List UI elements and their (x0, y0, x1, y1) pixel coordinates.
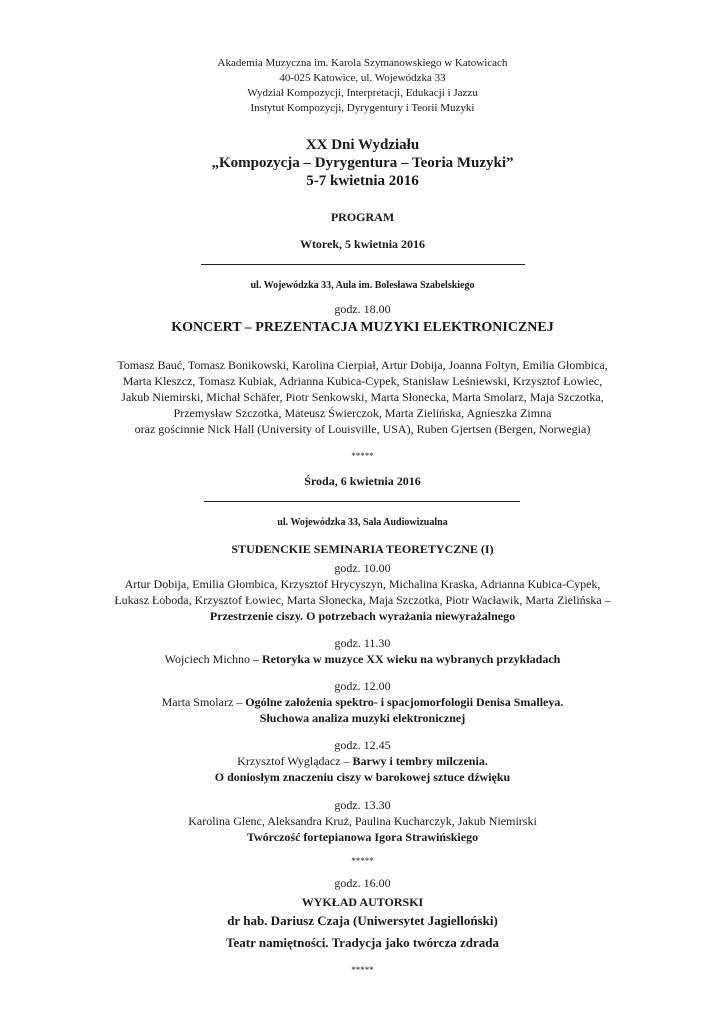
institution-line-2: 40-025 Katowice, ul. Wojewódzka 33 (279, 72, 446, 84)
performers-line-2: Marta Kleszcz, Tomasz Kubiak, Adrianna Kubica-Cypek, Stanisław Leśniewski, Krzysztof Łowiec, (122, 374, 603, 388)
seminar-4-title-2: O doniosłym znaczeniu ciszy w barokowej sztuce dźwięku (214, 770, 511, 784)
seminar-4-line (0, 754, 725, 769)
performers-line-1: Tomasz Bauć, Tomasz Bonikowski, Karolina Cierpiał, Artur Dobija, Joanna Foltyn, Emilia Głombica, (117, 358, 608, 372)
seminar-1-speakers-line-2: Łukasz Łoboda, Krzysztof Łowiec, Marta Słonecka, Maja Szczotka, Piotr Wacławik, Marta Zielińska – (114, 593, 611, 607)
seminar-4-title-1: Barwy i tembry milczenia. (352, 754, 488, 768)
program-heading: PROGRAM (330, 210, 395, 224)
lecture-time: godz. 16.00 (334, 876, 391, 890)
seminar-2-speaker: Wojciech Michno – (164, 652, 262, 666)
seminar-section-title: STUDENCKIE SEMINARIA TEORETYCZNE (I) (231, 542, 494, 556)
seminar-2-title: Retoryka w muzyce XX wieku na wybranych przykładach (262, 652, 561, 666)
seminar-4-time: godz. 12.45 (334, 738, 391, 752)
lecture-label: WYKŁAD AUTORSKI (301, 895, 424, 909)
seminar-2-line (0, 652, 725, 667)
concert-title: KONCERT – PREZENTACJA MUZYKI ELEKTRONICZNEJ (171, 320, 554, 335)
seminar-5-title: Twórczość fortepianowa Igora Strawińskiego (246, 830, 479, 844)
seminar-5-speakers: Karolina Glenc, Aleksandra Kruż, Paulina Kucharczyk, Jakub Niemirski (188, 814, 537, 828)
seminar-1-time: godz. 10.00 (334, 561, 391, 575)
seminar-4-speaker: Krzysztof Wyglądacz – (237, 754, 353, 768)
day1-time: godz. 18.00 (334, 302, 391, 316)
separator-lecture: ***** (351, 965, 374, 975)
seminar-3-title-2: Słuchowa analiza muzyki elektronicznej (259, 711, 466, 725)
day1-divider (201, 264, 525, 265)
lecture-lecturer: dr hab. Dariusz Czaja (Uniwersytet Jagielloński) (227, 913, 498, 928)
performers-line-5: oraz gościnnie Nick Hall (University of Louisville, USA), Ruben Gjertsen (Bergen, Norwegia) (134, 422, 591, 436)
seminar-3-line (0, 695, 725, 710)
performers-line-4: Przemysław Szczotka, Mateusz Świerczok, Marta Zielińska, Agnieszka Zimna (173, 406, 552, 420)
seminar-3-time: godz. 12.00 (334, 679, 391, 693)
seminar-2-time: godz. 11.30 (334, 636, 391, 650)
event-title-line-1: XX Dni Wydziału (305, 137, 420, 153)
institution-line-3: Wydział Kompozycji, Interpretacji, Edukacji i Jazzu (247, 87, 478, 99)
institution-line-1: Akademia Muzyczna im. Karola Szymanowskiego w Katowicach (217, 57, 508, 69)
lecture-title: Teatr namiętności. Tradycja jako twórcza zdrada (226, 935, 499, 950)
day2-divider (204, 501, 520, 502)
institution-line-4: Instytut Kompozycji, Dyrygentury i Teorii Muzyki (250, 102, 475, 114)
event-title-line-2: „Kompozycja – Dyrygentura – Teoria Muzyki” (211, 155, 514, 171)
event-title-line-3: 5-7 kwietnia 2016 (306, 173, 419, 189)
separator-seminars: ***** (351, 856, 374, 866)
seminar-3-title-1: Ogólne założenia spektro- i spacjomorfologii Denisa Smalleya. (245, 695, 564, 709)
seminar-1-title: Przestrzenie ciszy. O potrzebach wyrażania niewyrażalnego (209, 609, 516, 623)
day1-date: Wtorek, 5 kwietnia 2016 (299, 237, 426, 251)
day2-venue: ul. Wojewódzka 33, Sala Audiowizualna (277, 517, 448, 528)
day1-venue: ul. Wojewódzka 33, Aula im. Bolesława Szabelskiego (250, 280, 475, 291)
day2-date: Środa, 6 kwietnia 2016 (304, 474, 421, 488)
performers-line-3: Jakub Niemirski, Michał Schäfer, Piotr Senkowski, Marta Słonecka, Marta Smolarz, Maja Szczotka, (121, 390, 604, 404)
seminar-5-time: godz. 13.30 (334, 798, 391, 812)
seminar-1-speakers-line-1: Artur Dobija, Emilia Głombica, Krzysztof Hrycyszyn, Michalina Kraska, Adrianna Kubica-Cypek, (124, 577, 601, 591)
separator-day1: ***** (351, 451, 374, 461)
seminar-3-speaker: Marta Smolarz – (161, 695, 246, 709)
